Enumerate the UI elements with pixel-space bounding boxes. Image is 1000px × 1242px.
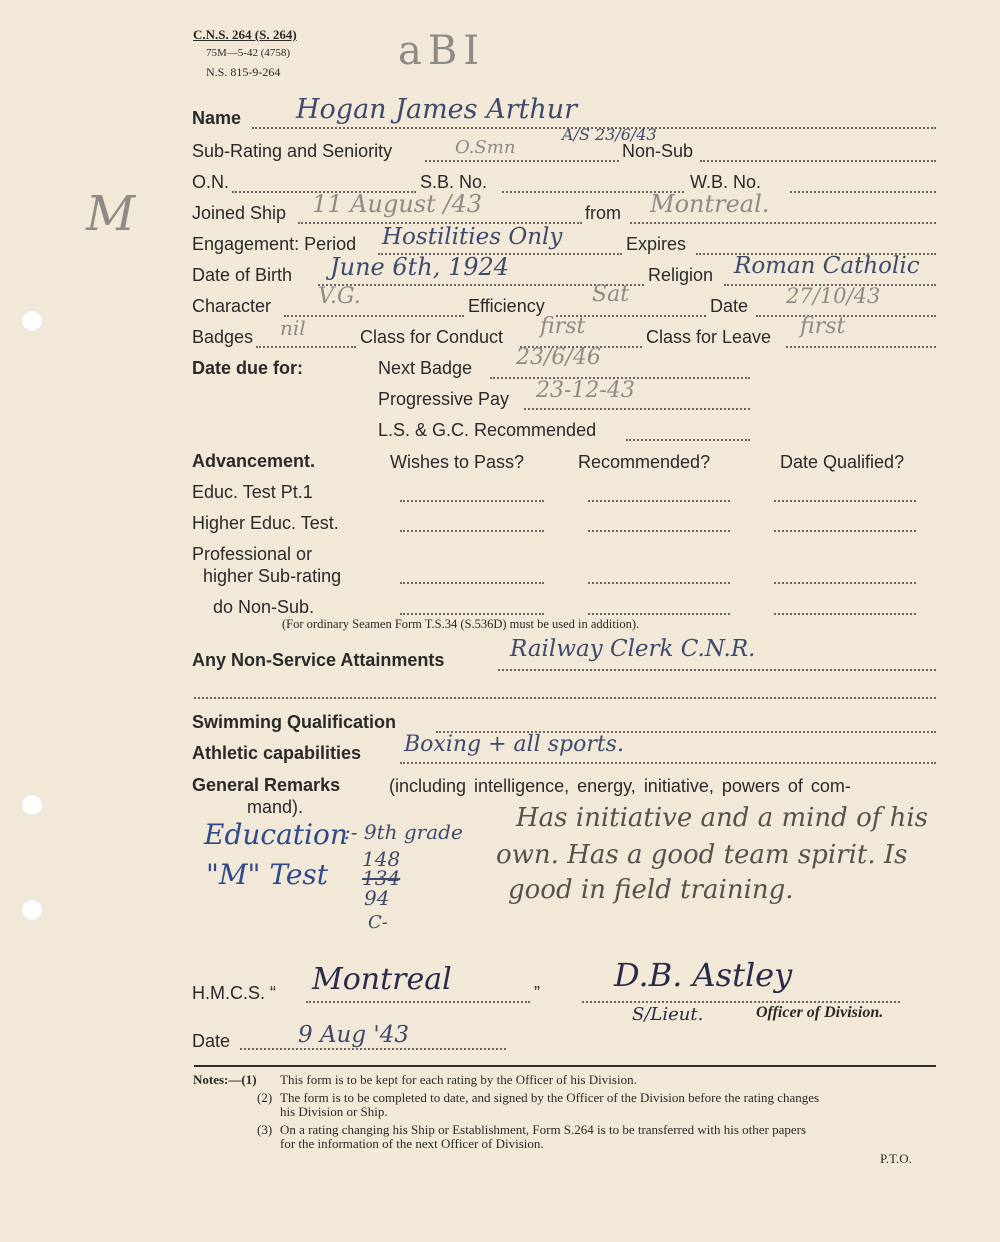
joined-ship-label: Joined Ship <box>192 203 287 223</box>
dotted-line <box>400 613 544 615</box>
note-3-number: (3) <box>257 1122 273 1137</box>
ns-code: N.S. 815-9-264 <box>206 65 281 79</box>
punch-hole <box>21 794 43 816</box>
dotted-line <box>756 315 936 317</box>
name-label: Name <box>192 108 242 128</box>
note-1: This form is to be kept for each rating by the Officer of his Division. <box>280 1072 637 1087</box>
religion-label: Religion <box>648 265 714 285</box>
professional-label: Professional or <box>192 544 313 564</box>
religion-value: Roman Catholic <box>734 253 920 279</box>
dotted-line <box>786 346 936 348</box>
non-service-value: Railway Clerk C.N.R. <box>510 636 756 662</box>
hmcs-close-quote: ” <box>534 983 540 1003</box>
education-value: :- 9th grade <box>344 820 463 844</box>
next-badge-value: 23/6/46 <box>516 345 601 370</box>
dotted-line <box>256 346 356 348</box>
dotted-line <box>306 1001 530 1003</box>
dotted-line <box>400 500 544 502</box>
punch-hole <box>21 899 43 921</box>
dotted-line <box>400 582 544 584</box>
remark-line-2: own. Has a good team spirit. Is <box>496 840 908 870</box>
recommended-header: Recommended? <box>578 452 711 472</box>
dotted-line <box>630 222 936 224</box>
dotted-line <box>240 1048 506 1050</box>
notes-divider <box>194 1065 936 1067</box>
class-leave-value: first <box>800 314 846 339</box>
dotted-line <box>774 582 916 584</box>
higher-sub-rating-label: higher Sub-rating <box>203 566 342 586</box>
m-test-score-4: C- <box>368 912 388 933</box>
note-3-line-1: On a rating changing his Ship or Establishment, Form S.264 is to be transferred with his other papers <box>280 1122 807 1137</box>
date-qualified-header: Date Qualified? <box>780 452 905 472</box>
expires-label: Expires <box>626 234 687 254</box>
next-badge-label: Next Badge <box>378 358 473 378</box>
joined-ship-value: 11 August /43 <box>312 190 482 218</box>
dotted-line <box>774 613 916 615</box>
dotted-line <box>588 613 730 615</box>
note-2-number: (2) <box>257 1090 273 1105</box>
dob-value: June 6th, 1924 <box>330 253 510 281</box>
date-label: Date <box>710 296 749 316</box>
seniority-value: A/S 23/6/43 <box>562 125 657 144</box>
progressive-pay-value: 23-12-43 <box>536 378 635 403</box>
note-2-line-2: his Division or Ship. <box>280 1104 388 1119</box>
dotted-line <box>194 697 936 699</box>
general-remarks-paren-2: mand). <box>247 797 304 817</box>
advancement-label: Advancement. <box>192 451 316 471</box>
class-leave-label: Class for Leave <box>646 327 772 347</box>
note-3-line-2: for the information of the next Officer of Division. <box>280 1136 544 1151</box>
print-code: 75M—5-42 (4758) <box>206 47 291 59</box>
punch-hole <box>21 310 43 332</box>
non-sub-label: Non-Sub <box>622 141 694 161</box>
from-label: from <box>585 203 621 223</box>
dotted-line <box>790 191 936 193</box>
badges-label: Badges <box>192 327 254 347</box>
dotted-line <box>498 669 936 671</box>
efficiency-value: Sat <box>592 282 630 307</box>
remark-line-1: Has initiative and a mind of his <box>516 803 929 833</box>
notes-title: Notes:—(1) <box>193 1072 257 1087</box>
athletic-value: Boxing + all sports. <box>404 732 624 757</box>
m-test-score-2: 134 <box>362 866 401 890</box>
higher-educ-label: Higher Educ. Test. <box>192 513 339 533</box>
signature-line <box>582 1001 900 1003</box>
wishes-header: Wishes to Pass? <box>390 452 525 472</box>
dotted-line <box>626 439 750 441</box>
dotted-line <box>588 582 730 584</box>
officer-label: Officer of Division. <box>756 1004 884 1021</box>
dotted-line <box>425 160 619 162</box>
character-label: Character <box>192 296 272 316</box>
progressive-pay-label: Progressive Pay <box>378 389 510 409</box>
m-test-score-1: 148 <box>362 847 401 871</box>
officer-signature: D.B. Astley <box>614 956 793 994</box>
dotted-line <box>524 408 750 410</box>
form-code: C.N.S. 264 (S. 264) <box>193 27 297 42</box>
efficiency-label: Efficiency <box>468 296 545 316</box>
m-test-label: "M" Test <box>206 858 329 891</box>
officer-rank: S/Lieut. <box>632 1004 704 1025</box>
ls-gc-label: L.S. & G.C. Recommended <box>378 420 597 440</box>
date-bottom-label: Date <box>192 1031 231 1051</box>
dotted-line <box>588 500 730 502</box>
class-conduct-value: first <box>540 314 586 339</box>
general-remarks-label: General Remarks <box>192 775 341 795</box>
non-service-label: Any Non-Service Attainments <box>192 650 445 670</box>
from-value: Montreal. <box>650 190 770 218</box>
remark-line-3: good in field training. <box>508 875 794 905</box>
character-value: V.G. <box>318 284 361 309</box>
date-bottom-value: 9 Aug '43 <box>298 1022 409 1048</box>
hmcs-label: H.M.C.S. “ <box>192 983 276 1003</box>
wb-no-label: W.B. No. <box>690 172 762 192</box>
do-non-sub-label: do Non-Sub. <box>213 597 315 617</box>
dotted-line <box>400 530 544 532</box>
education-label: Education <box>204 818 348 851</box>
on-label: O.N. <box>192 172 230 192</box>
engagement-value: Hostilities Only <box>382 224 563 250</box>
educ-test-label: Educ. Test Pt.1 <box>192 482 313 502</box>
class-conduct-label: Class for Conduct <box>360 327 504 347</box>
margin-code: aBI <box>398 28 486 74</box>
dotted-line <box>284 315 464 317</box>
hmcs-value: Montreal <box>312 962 452 997</box>
seniority-pencil: O.Smn <box>455 137 516 158</box>
note-2-line-1: The form is to be completed to date, and signed by the Officer of the Division before the rating changes <box>280 1090 820 1105</box>
date-value: 27/10/43 <box>786 284 881 308</box>
dotted-line <box>774 500 916 502</box>
athletic-label: Athletic capabilities <box>192 743 362 763</box>
m-test-score-3: 94 <box>364 886 390 910</box>
ordinary-seamen-note: (For ordinary Seamen Form T.S.34 (S.536D) must be used in addition). <box>282 617 640 631</box>
dotted-line <box>588 530 730 532</box>
dob-label: Date of Birth <box>192 265 293 285</box>
swimming-label: Swimming Qualification <box>192 712 397 732</box>
engagement-label: Engagement: Period <box>192 234 357 254</box>
sub-rating-label: Sub-Rating and Seniority <box>192 141 393 161</box>
badges-value: nil <box>280 316 306 340</box>
general-remarks-paren: (including intelligence, energy, initiative, powers of com- <box>389 776 851 796</box>
name-value: Hogan James Arthur <box>296 94 578 125</box>
pto-label: P.T.O. <box>880 1151 912 1166</box>
date-due-label: Date due for: <box>192 358 304 378</box>
dotted-line <box>400 762 936 764</box>
dotted-line <box>700 160 936 162</box>
dotted-line <box>774 530 916 532</box>
sb-no-label: S.B. No. <box>420 172 488 192</box>
margin-mark: M <box>86 186 136 242</box>
